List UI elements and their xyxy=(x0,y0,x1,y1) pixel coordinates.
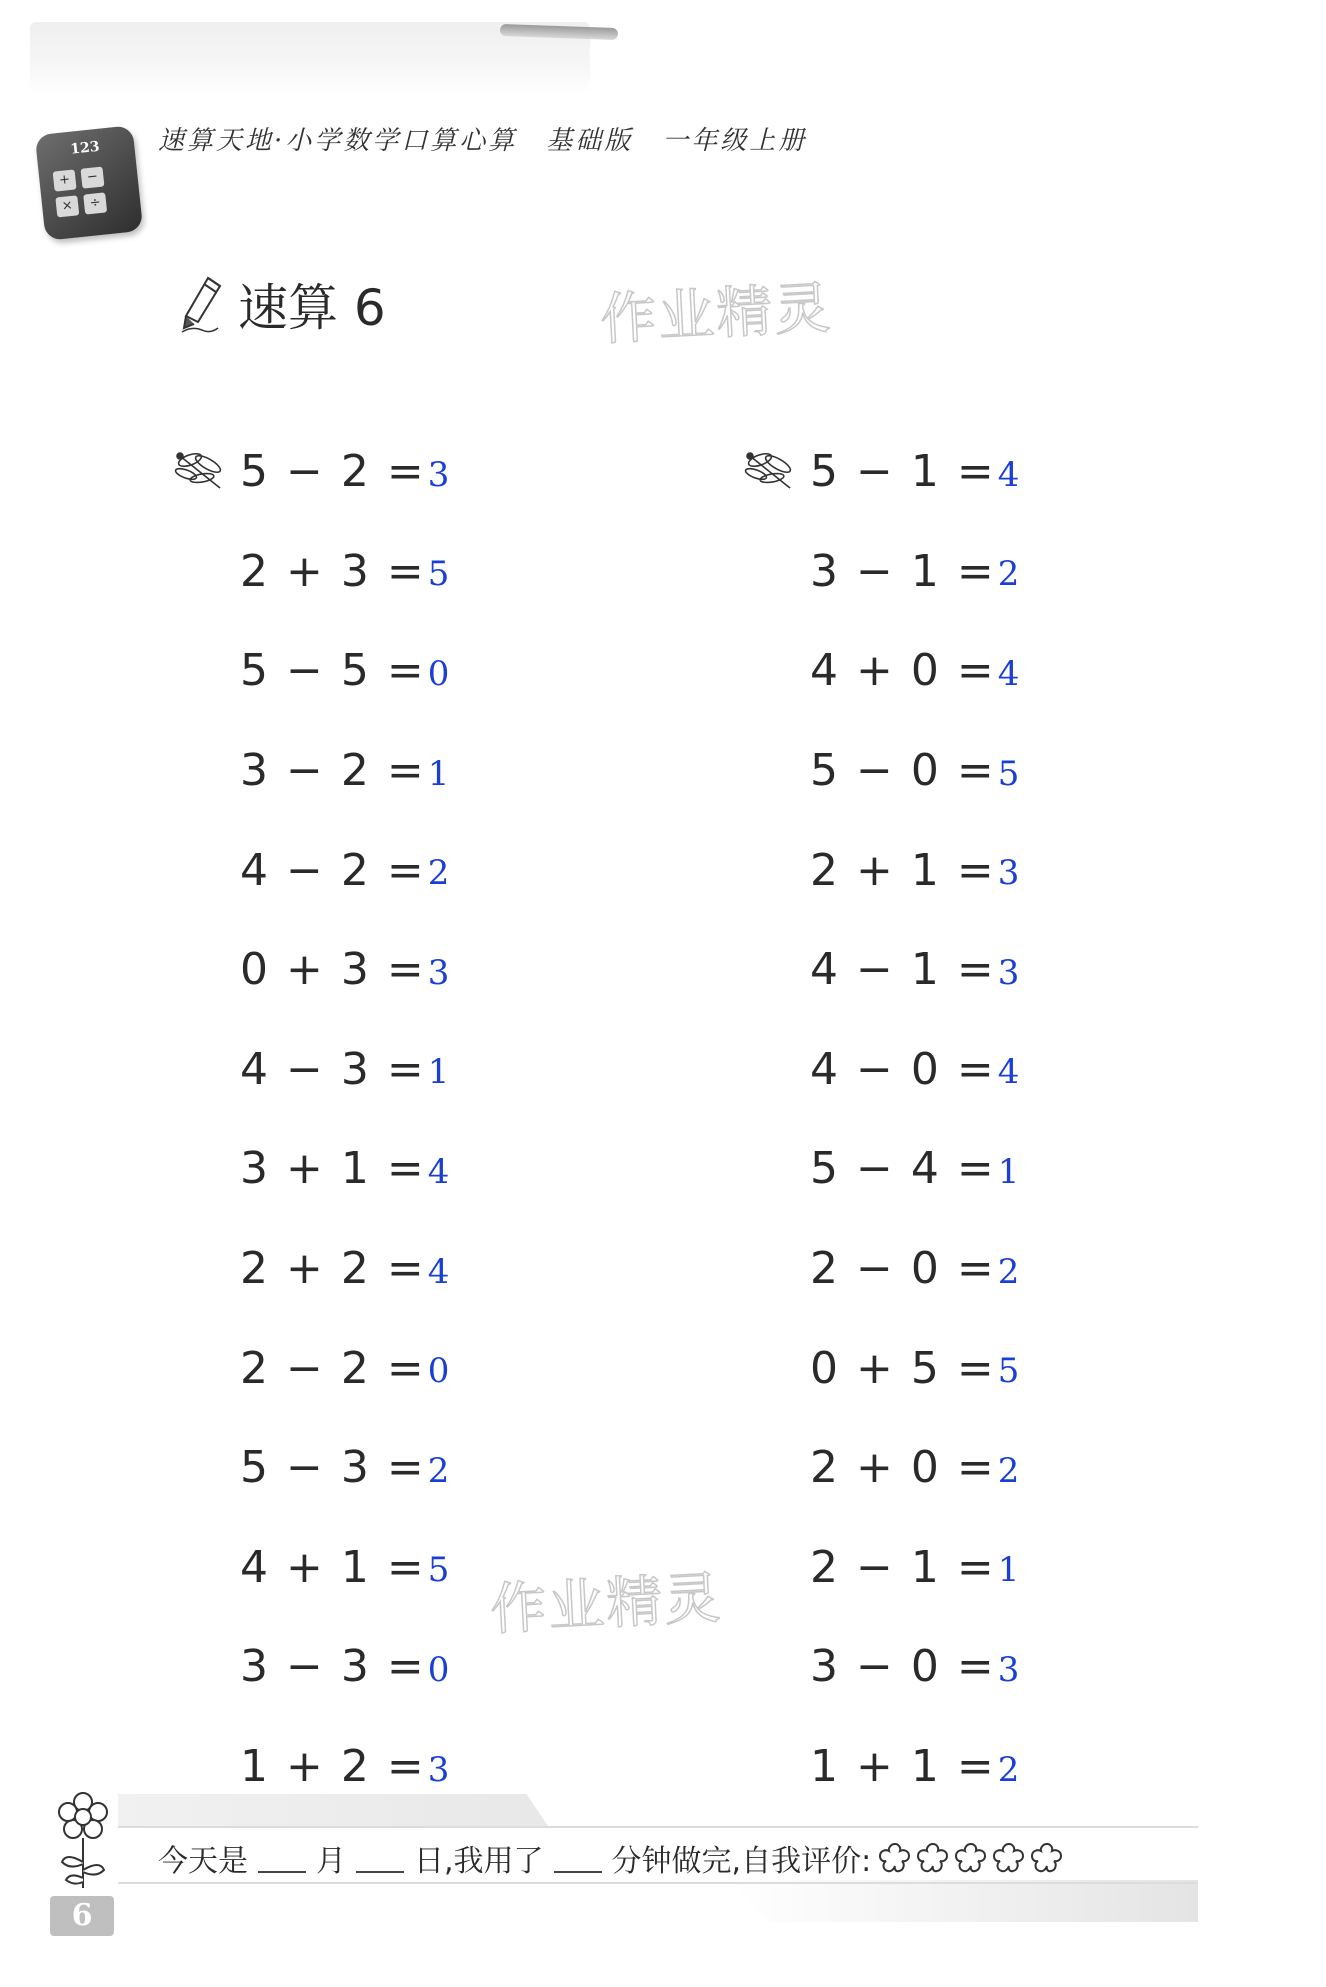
month-label: 月 xyxy=(316,1844,346,1879)
dragonfly-icon xyxy=(742,450,798,494)
right-equation-column xyxy=(810,422,1019,1816)
equation-answer: 3 xyxy=(997,952,1020,993)
equation-answer: 4 xyxy=(997,1052,1020,1093)
footer-decoration xyxy=(118,1794,548,1826)
equation-answer: 1 xyxy=(997,1151,1020,1192)
equation-answer: 2 xyxy=(997,1749,1020,1790)
dragonfly-icon xyxy=(172,450,228,494)
equation-answer: 1 xyxy=(427,753,450,794)
equation-row xyxy=(240,820,449,920)
equation-expression: 4 − 3 = xyxy=(240,1043,426,1095)
equation-row xyxy=(240,1318,449,1418)
left-equation-column xyxy=(240,422,449,1816)
equation-answer: 1 xyxy=(427,1052,450,1093)
equation-row xyxy=(810,422,1019,522)
equation-row xyxy=(240,1020,449,1120)
equation-answer: 0 xyxy=(427,1649,450,1690)
page-number: 6 xyxy=(50,1896,114,1936)
equation-answer: 2 xyxy=(997,1450,1020,1491)
logo-key-divide: ÷ xyxy=(83,192,107,214)
equation-answer: 3 xyxy=(997,853,1020,894)
equation-answer: 2 xyxy=(427,853,450,894)
rating-flowers xyxy=(877,1841,1067,1875)
equation-row xyxy=(240,1617,449,1717)
equation-row xyxy=(240,522,449,622)
equation-expression: 0 + 5 = xyxy=(810,1342,996,1394)
equation-row xyxy=(810,1219,1019,1319)
equation-row xyxy=(240,1518,449,1618)
equation-expression: 1 + 2 = xyxy=(240,1741,426,1793)
equation-expression: 4 + 0 = xyxy=(810,645,996,697)
equation-answer: 3 xyxy=(997,1649,1020,1690)
equation-row xyxy=(810,1518,1019,1618)
equation-answer: 5 xyxy=(997,753,1020,794)
logo-key-minus: − xyxy=(80,167,104,189)
equation-expression: 5 − 3 = xyxy=(240,1442,426,1494)
self-evaluation-line xyxy=(158,1836,1067,1880)
equation-row xyxy=(810,1119,1019,1219)
equation-row xyxy=(240,1418,449,1518)
pencil-icon xyxy=(178,272,228,336)
equation-expression: 2 − 0 = xyxy=(810,1243,996,1295)
equation-answer: 2 xyxy=(997,554,1020,595)
equation-expression: 3 − 2 = xyxy=(240,745,426,797)
equation-row xyxy=(240,721,449,821)
equation-row xyxy=(810,920,1019,1020)
section-title: 速算 6 xyxy=(238,279,386,337)
equation-expression: 4 + 1 = xyxy=(240,1541,426,1593)
equation-expression: 4 − 0 = xyxy=(810,1043,996,1095)
equation-answer: 2 xyxy=(427,1450,450,1491)
equation-row xyxy=(810,1717,1019,1817)
equation-answer: 3 xyxy=(427,454,450,495)
equation-expression: 2 + 3 = xyxy=(240,545,426,597)
equation-expression: 3 − 1 = xyxy=(810,545,996,597)
flower-rating-icon[interactable] xyxy=(877,1841,913,1875)
equation-expression: 5 − 4 = xyxy=(810,1143,996,1195)
day-blank[interactable] xyxy=(356,1843,404,1873)
equation-answer: 3 xyxy=(427,952,450,993)
flower-rating-icon[interactable] xyxy=(1029,1841,1065,1875)
equation-answer: 1 xyxy=(997,1550,1020,1591)
section-heading xyxy=(178,268,386,340)
equation-expression: 1 + 1 = xyxy=(810,1741,996,1793)
equation-answer: 4 xyxy=(427,1151,450,1192)
equation-expression: 5 − 2 = xyxy=(240,446,426,498)
footer-decoration xyxy=(730,1880,1198,1922)
equation-answer: 5 xyxy=(997,1351,1020,1392)
equation-expression: 2 + 0 = xyxy=(810,1442,996,1494)
equation-answer: 5 xyxy=(427,554,450,595)
watermark-top: 作业精灵 xyxy=(598,275,834,354)
flower-rating-icon[interactable] xyxy=(991,1841,1027,1875)
equation-expression: 5 − 0 = xyxy=(810,745,996,797)
equation-row xyxy=(810,1318,1019,1418)
equation-row xyxy=(810,1418,1019,1518)
minutes-label: 分钟做完,自我评价: xyxy=(611,1844,872,1879)
equation-row xyxy=(240,422,449,522)
equation-row xyxy=(240,1219,449,1319)
logo-number: 123 xyxy=(69,138,101,158)
month-blank[interactable] xyxy=(258,1843,306,1873)
equation-answer: 0 xyxy=(427,1351,450,1392)
equation-expression: 3 + 1 = xyxy=(240,1143,426,1195)
equation-row xyxy=(810,522,1019,622)
equation-expression: 2 − 2 = xyxy=(240,1342,426,1394)
equation-expression: 3 − 3 = xyxy=(240,1641,426,1693)
equation-expression: 2 + 2 = xyxy=(240,1243,426,1295)
equation-expression: 5 − 1 = xyxy=(810,446,996,498)
equation-answer: 4 xyxy=(997,454,1020,495)
logo-key-plus: + xyxy=(53,169,77,191)
equation-row xyxy=(810,820,1019,920)
equation-row xyxy=(240,920,449,1020)
equation-expression: 3 − 0 = xyxy=(810,1641,996,1693)
minutes-blank[interactable] xyxy=(554,1843,602,1873)
day-label: 日,我用了 xyxy=(414,1844,544,1879)
equation-expression: 0 + 3 = xyxy=(240,944,426,996)
equation-row xyxy=(810,1020,1019,1120)
flower-rating-icon[interactable] xyxy=(915,1841,951,1875)
equation-row xyxy=(810,1617,1019,1717)
equation-row xyxy=(240,621,449,721)
equation-expression: 2 − 1 = xyxy=(810,1541,996,1593)
series-title: 速算天地·小学数学口算心算 基础版 一年级上册 xyxy=(158,126,808,156)
equation-expression: 4 − 2 = xyxy=(240,844,426,896)
equation-answer: 4 xyxy=(427,1251,450,1292)
equation-row xyxy=(810,721,1019,821)
logo-key-times: × xyxy=(55,195,79,217)
equation-answer: 5 xyxy=(427,1550,450,1591)
watermark-bottom: 作业精灵 xyxy=(488,1565,724,1644)
equation-row xyxy=(810,621,1019,721)
equation-expression: 4 − 1 = xyxy=(810,944,996,996)
equation-expression: 5 − 5 = xyxy=(240,645,426,697)
equation-row xyxy=(240,1119,449,1219)
equation-answer: 3 xyxy=(427,1749,450,1790)
calculator-logo-icon xyxy=(35,125,144,241)
equation-answer: 2 xyxy=(997,1251,1020,1292)
flower-rating-icon[interactable] xyxy=(953,1841,989,1875)
equation-answer: 4 xyxy=(997,653,1020,694)
equation-expression: 2 + 1 = xyxy=(810,844,996,896)
equation-answer: 0 xyxy=(427,653,450,694)
today-label: 今天是 xyxy=(158,1844,248,1879)
flower-icon xyxy=(52,1792,114,1892)
